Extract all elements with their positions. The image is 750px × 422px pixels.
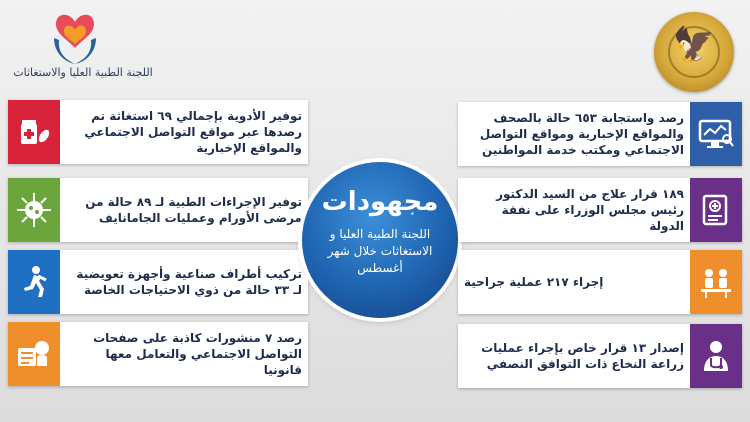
card-treatment-decisions bbox=[458, 178, 742, 242]
center-subtitle: اللجنة الطبية العليا و الاستغاثات خلال شهر أغسطس bbox=[327, 227, 433, 275]
card-text: توفير الأدوية بإجمالي ٦٩ استغاثة تم رصدها عبر مواقع التواصل الاجتماعي والمواقع الإخبارية bbox=[84, 109, 302, 155]
monitor-analysis-icon bbox=[690, 102, 742, 166]
card-surgeries bbox=[458, 250, 742, 314]
card-prosthetics bbox=[8, 250, 308, 314]
eagle-icon: 🦅 bbox=[672, 25, 716, 65]
card-monitoring bbox=[458, 102, 742, 166]
fake-post-icon bbox=[8, 322, 60, 386]
card-text: تركيب أطراف صناعية وأجهزة تعويضية لـ ٣٣ حالة من ذوي الاحتياجات الخاصة bbox=[76, 267, 302, 297]
card-medicine bbox=[8, 100, 308, 164]
virus-cell-icon bbox=[8, 178, 60, 242]
doctor-icon bbox=[690, 324, 742, 388]
card-bone-marrow bbox=[458, 324, 742, 388]
card-text: رصد ٧ منشورات كاذبة على صفحات التواصل الاجتماعي والتعامل معها قانونيا bbox=[93, 331, 302, 377]
surgery-icon bbox=[690, 250, 742, 314]
prosthetic-leg-icon bbox=[8, 250, 60, 314]
committee-heart-hands-logo-icon bbox=[50, 8, 100, 66]
card-oncology bbox=[8, 178, 308, 242]
center-title: مجهودات bbox=[321, 187, 439, 217]
card-text: رصد واستجابة ٦٥٣ حالة بالصحف والمواقع الإخبارية ومواقع التواصل الاجتماعي ومكتب خدمة المواطنين bbox=[479, 111, 684, 157]
card-text: إصدار ١٣ قرار خاص بإجراء عمليات زراعة النخاع ذات التوافق النصفي bbox=[481, 341, 684, 371]
card-text: إجراء ٢١٧ عملية جراحية bbox=[464, 275, 604, 289]
government-seal-icon bbox=[654, 12, 734, 92]
medical-document-icon bbox=[690, 178, 742, 242]
committee-name: اللجنة الطبية العليا والاستغاثات bbox=[13, 66, 153, 79]
card-text: ١٨٩ قرار علاج من السيد الدكتور رئيس مجلس الوزراء على نفقة الدولة bbox=[496, 187, 684, 233]
center-title-circle bbox=[302, 162, 458, 318]
card-text: توفير الإجراءات الطبية لـ ٨٩ حالة من مرضى الأورام وعمليات الجامانايف bbox=[85, 195, 302, 225]
medicine-icon bbox=[8, 100, 60, 164]
card-fake-posts bbox=[8, 322, 308, 386]
